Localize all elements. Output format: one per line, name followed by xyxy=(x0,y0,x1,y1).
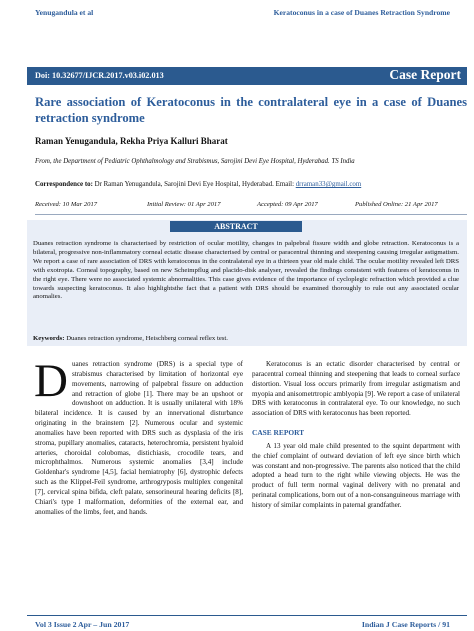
accepted-date: Accepted: 09 Apr 2017 xyxy=(257,201,318,208)
affiliation: From, the Department of Pediatric Ophthalmology and Strabismus, Sarojini Devi Eye Hospital, Hyderabad. TS India xyxy=(35,158,355,165)
doi-bar xyxy=(27,67,467,85)
footer-issue: Vol 3 Issue 2 Apr – Jun 2017 xyxy=(35,620,130,629)
article-dates xyxy=(35,201,467,211)
article-type-label: Case Report xyxy=(389,67,461,82)
correspondence-email-link[interactable]: drraman33@gmail.com xyxy=(295,181,362,188)
introduction-paragraph xyxy=(34,355,243,518)
running-header-title: Keratoconus in a case of Duanes Retraction Syndrome xyxy=(273,8,450,17)
correspondence xyxy=(35,181,467,188)
footer-rule xyxy=(27,615,467,616)
dates-divider xyxy=(35,214,467,215)
initial-review-date: Initial Review: 01 Apr 2017 xyxy=(147,201,221,208)
published-date: Published Online: 21 Apr 2017 xyxy=(355,201,438,208)
keywords-label: Keywords: xyxy=(33,335,65,342)
abstract-text: Duanes retraction syndrome is characterised by restriction of ocular motility, changes in palpebral fissure width and globe retraction. Keratoconus is a bilateral, progressive non-inflammatory corneal ectatic disease characterised by central or paracentral thinning and steepening causing irregular astigmatism. We report a case of rare association of DRS with keratoconus in the contralateral eye in a thirteen year old male child. The ocular motility revealed left DRS with exotropia. Corneal topography, based on new Scheimpflug and placido-disk analyser, revealed the findings consistent with features of keratoconus in the right eye. There were no associated systemic abnormalities. This case gives evidence of the importance of cycloplegic refraction which provided a clue towards suspecting keratoconus. It also highlightsthe fact that a patient with DRS should be examined thoroughly to rule out any associated ocular anomalies. xyxy=(33,240,459,301)
footer-journal-page: Indian J Case Reports / 91 xyxy=(361,620,450,629)
page-footer xyxy=(0,620,474,631)
body-column-left xyxy=(34,355,243,518)
keywords-text: Duanes retraction syndrome, Heischberg corneal reflex test. xyxy=(64,335,228,342)
running-header xyxy=(0,0,474,24)
drop-cap: D xyxy=(34,355,68,407)
correspondence-text: Dr Raman Yenugandula, Sarojini Devi Eye Hospital, Hyderabad. Email: xyxy=(92,181,296,188)
case-report-heading: CASE REPORT xyxy=(252,428,305,438)
received-date: Received: 10 Mar 2017 xyxy=(35,201,98,208)
keywords xyxy=(33,335,459,342)
case-report-paragraph: A 13 year old male child presented to the squint department with the chief complaint of outward deviation of left eye since birth which was constant and non-progressive. The parents also noticed that the child adopted a head turn to the right while viewing objects. He was the product of full term normal vaginal delivery with no prenatal and perinatal complications, born out of a non-consanguineous marriage with history of similar complaints in paternal grandfather. xyxy=(252,441,460,509)
article-title: Rare association of Keratoconus in the contralateral eye in a case of Duanes retraction syndrome xyxy=(35,95,467,125)
keratoconus-paragraph: Keratoconus is an ectatic disorder characterised by central or paracentral corneal thinning and steepening that leads to corneal surface distortion. Visual loss occurs primarily from irregular astigmatism and myopia and anisometrtropic amblyopia [9]. We report a case of unilateral DRS with keratoconus in contralateral eye. To our knowledge, no such association of DRS with keratoconus has been reported. xyxy=(252,360,460,418)
doi-text: Doi: 10.32677/IJCR.2017.v03.i02.013 xyxy=(35,71,164,80)
introduction-text: uanes retraction syndrome (DRS) is a special type of strabismus characterised by limitation of horizontal eye movements, narrowing of palpebral fissure on adduction and retraction of globe [1]. There may be an upshoot or downshoot on adduction. It is usually unilateral with 18% bilateral incidence. It is caused by an innervational disturbance originating in the brainstem [2]. Numerous ocular and systemic anomalies have been reported with DRS such as dysplasia of the iris stroma, pupillary anomalies, cataracts, heterochromia, persistent hyaloid arteries, choroidal colobomas, distichiasis, crocodile tears, and microphthalmos. Numerous systemic anomalies [3,4] include Goldenhar's syndrome [4,5], facial hemiatrophy [6], dystrophic defects such as the Klippel-Feil syndrome, arthrogryposis multiplex congenital [7], cervical spina bifida, cleft palate, sensorineural hearing deficits [8], Chiari's type I malformation, deformities of the external ear, and anomalies of the limbs, feet, and hands. xyxy=(35,360,243,516)
abstract-heading: ABSTRACT xyxy=(170,221,302,232)
author-list: Raman Yenugandula, Rekha Priya Kalluri Bharat xyxy=(35,136,228,146)
correspondence-label: Correspondence to: xyxy=(35,181,93,188)
body-column-right xyxy=(252,360,460,511)
running-header-authors: Yenugandula et al xyxy=(35,8,94,17)
